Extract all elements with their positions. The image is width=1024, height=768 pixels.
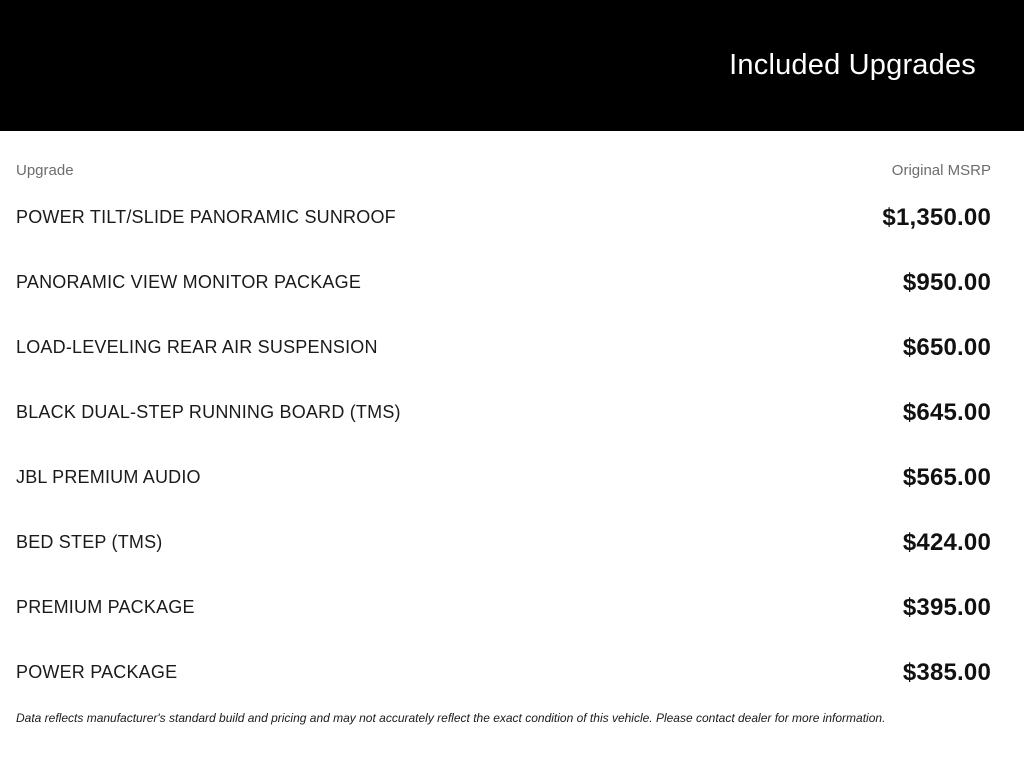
column-header-original-msrp: Original MSRP: [891, 161, 991, 179]
table-row: [16, 575, 991, 640]
upgrade-price: $395.00: [902, 593, 991, 621]
upgrade-name: BLACK DUAL-STEP RUNNING BOARD (TMS): [16, 402, 401, 422]
upgrades-table: [0, 131, 1024, 726]
upgrade-price: $650.00: [902, 333, 991, 361]
upgrade-price: $424.00: [902, 528, 991, 556]
included-upgrades-banner: [0, 0, 1024, 131]
table-column-headers: [16, 155, 991, 185]
table-row: [16, 250, 991, 315]
table-row: [16, 380, 991, 445]
table-row: [16, 640, 991, 705]
upgrade-price: $645.00: [902, 398, 991, 426]
upgrade-name: PANORAMIC VIEW MONITOR PACKAGE: [16, 272, 362, 292]
upgrade-name: LOAD-LEVELING REAR AIR SUSPENSION: [16, 337, 378, 357]
upgrade-price: $1,350.00: [882, 203, 991, 231]
table-row: [16, 510, 991, 575]
upgrade-name: BED STEP (TMS): [16, 532, 163, 552]
upgrade-price: $950.00: [902, 268, 991, 296]
upgrade-price: $565.00: [902, 463, 991, 491]
column-header-upgrade: Upgrade: [16, 161, 74, 179]
page-title: Included Upgrades: [729, 49, 976, 81]
upgrade-name: POWER TILT/SLIDE PANORAMIC SUNROOF: [16, 207, 396, 227]
table-row: [16, 315, 991, 380]
disclaimer-text: Data reflects manufacturer's standard build and pricing and may not accurately reflect the exact condition of this vehicle. Please contact dealer for more information.: [16, 711, 886, 725]
upgrade-price: $385.00: [902, 658, 991, 686]
table-row: [16, 185, 991, 250]
upgrade-name: PREMIUM PACKAGE: [16, 597, 195, 617]
upgrade-name: JBL PREMIUM AUDIO: [16, 467, 201, 487]
upgrade-name: POWER PACKAGE: [16, 662, 178, 682]
table-row: [16, 445, 991, 510]
